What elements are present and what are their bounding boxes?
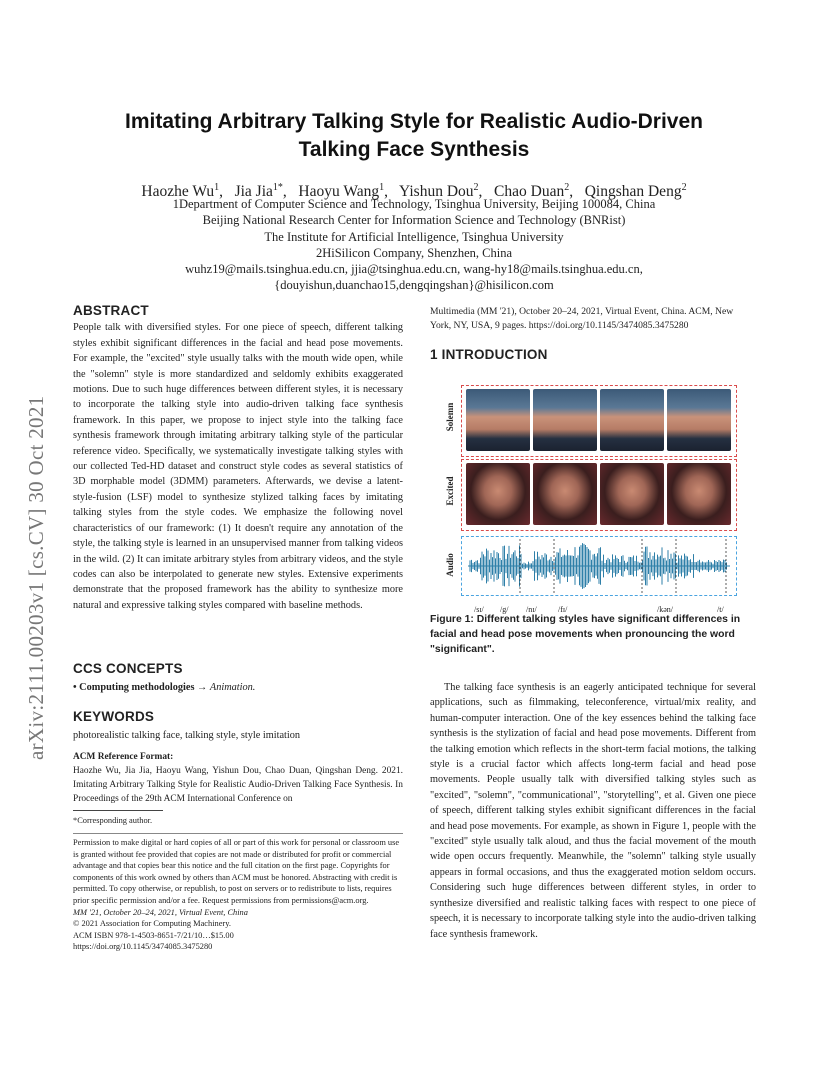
phoneme-label: /nɪ/ — [526, 605, 537, 614]
permission-rule — [73, 833, 403, 834]
affiliations — [60, 196, 768, 294]
excited-face-image — [600, 463, 664, 525]
acm-ref-heading: ACM Reference Format: — [73, 752, 174, 762]
paper-title — [60, 108, 768, 164]
email-line: {douyishun,duanchao15,dengqingshan}@hisilicon.com — [274, 278, 554, 293]
phoneme-label: /sɪ/ — [474, 605, 484, 614]
ccs-heading: CCS CONCEPTS — [73, 661, 183, 676]
excited-face-image — [533, 463, 597, 525]
audio-waveform — [462, 537, 736, 595]
footnote-rule — [73, 810, 163, 811]
conf-line: MM '21, October 20–24, 2021, Virtual Event, China — [73, 907, 248, 917]
phoneme-label: /t/ — [717, 605, 724, 614]
doi: https://doi.org/10.1145/3474085.3475280 — [73, 942, 213, 952]
keywords-text: photorealistic talking face, talking style, style imitation — [73, 730, 301, 742]
affiliation-line: The Institute for Artificial Intelligence, Tsinghua University — [264, 229, 564, 244]
ccs-item: • Computing methodologies → Animation. — [73, 682, 256, 694]
affiliation-line: 1Department of Computer Science and Technology, Tsinghua University, Beijing 100084, China — [172, 197, 656, 211]
arxiv-stamp: arXiv:2111.00203v1 [cs.CV] 30 Oct 2021 — [24, 395, 48, 760]
author: Qingshan Deng$^2$ — [584, 182, 687, 201]
row-label-solemn: Solemn — [445, 402, 455, 432]
right-top-text: Multimedia (MM '21), October 20–24, 2021, Virtual Event, China. ACM, New York, NY, USA, 9 pages. https://doi.org/10.1145/3474085.3475280 — [430, 306, 734, 332]
permission-text: Permission to make digital or hard copies of all or part of this work for personal or classroom use is granted without fee provided that copies are not made or distributed for profit or commercial advantage and that copies bear this notice and the full citation on the first page. Copyrights for components of this work owned by others than ACM must be honored. Abstracting with credit is permitted. To copy otherwise, or republish, to post on servers or to redistribute to lists, requires prior specific permission and/or a fee. Request permissions from permissions@acm.org. — [73, 838, 400, 905]
excited-face-image — [466, 463, 530, 525]
author: Haozhe Wu$^1$ — [141, 182, 220, 201]
solemn-frame — [461, 385, 737, 457]
row-label-audio: Audio — [445, 553, 455, 577]
excited-frame — [461, 459, 737, 531]
footnote: *Corresponding author. — [73, 816, 153, 825]
affiliation-line: 2HiSilicon Company, Shenzhen, China — [315, 245, 513, 260]
email-line: wuhz19@mails.tsinghua.edu.cn, jjia@tsinghua.edu.cn, wang-hy18@mails.tsinghua.edu.cn, — [185, 262, 643, 277]
affiliation-line: Beijing National Research Center for Information Science and Technology (BNRist) — [202, 213, 626, 228]
author: Haoyu Wang$^1$ — [298, 182, 385, 201]
permission-block — [73, 837, 403, 953]
solemn-face-image — [600, 389, 664, 451]
title-line-1: Imitating Arbitrary Talking Style for Realistic Audio-Driven — [125, 110, 703, 133]
intro-heading-wrap — [430, 347, 756, 362]
solemn-face-image — [533, 389, 597, 451]
phoneme-label: /fɪ/ — [558, 605, 568, 614]
excited-face-image — [667, 463, 731, 525]
keywords-section — [73, 709, 403, 744]
figure-caption: Figure 1: Different talking styles have significant differences in facial and head pose movements when pronouncing the word "significant". — [430, 614, 741, 655]
abstract-section — [73, 303, 403, 613]
audio-frame — [461, 536, 737, 596]
keywords-heading: KEYWORDS — [73, 709, 155, 724]
copyright: © 2021 Association for Computing Machinery. — [73, 919, 231, 929]
title-line-2: Talking Face Synthesis — [298, 138, 530, 161]
acm-ref-text: Haozhe Wu, Jia Jia, Haoyu Wang, Yishun Dou, Chao Duan, Qingshan Deng. 2021. Imitating Arbitrary Talking Style for Realistic Audio-Driven Talking Face Synthesis. In Proceedings of the 29th ACM International Conference on — [73, 766, 403, 804]
solemn-face-image — [667, 389, 731, 451]
solemn-face-image — [466, 389, 530, 451]
intro-text: The talking face synthesis is an eagerly anticipated technique for several applications, such as filmmaking, teleconference, virtual/mix reality, and human-computer interaction. One of the key essences behind the talking face synthesis is the stylization of facial and head pose movements. Different from the talking emotion which reflects in the short-term facial motions, the talking style is a crucial factor which affects long-term facial and head pose movements. People usually talk with diversified talking styles such as "excited", "solemn", "communicational", "storytelling", et al. Given one piece of speech, different talking styles exhibit significant differences in the facial and head pose movements. For example, as shown in Figure 1, people with the "excited" style usually talk aloud, and thus the facial movement of the mouth wide open occurs frequently. Meanwhile, the "solemn" talking style usually appears in formal occasions, and thus the exaggerated motion seldom occurs. Considering such huge differences between different styles, in order to synthesize diversified and realistic talking faces with respect to one piece of speech, it is necessary to incorporate talking style into the audio-driven talking face synthesis framework. — [430, 682, 756, 940]
phoneme-label: /g/ — [500, 605, 509, 614]
citation-continued — [430, 305, 756, 334]
phoneme-label: /kən/ — [657, 605, 673, 614]
row-label-excited: Excited — [445, 476, 455, 506]
acm-reference — [73, 750, 403, 806]
ccs-section — [73, 661, 403, 696]
abstract-text: People talk with diversified styles. For one piece of speech, different talking styles exhibit significant differences in the facial and head pose movements. For example, the "excited" style usually talks with the mouth wide open, while the "solemn" style is more standardized and seldomly exhibits exaggerated motions. Due to such huge differences between different styles, it is necessary to incorporate the talking style into audio-driven talking face synthesis framework. In this paper, we propose to inject style into the talking face synthesis framework through imitating arbitrary talking style of the particular reference video. Specifically, we systematically investigate talking styles with our collected Ted-HD dataset and construct style codes as several statistics of 3D morphable model (3DMM) parameters. Afterwards, we devise a latent-style-fusion (LSF) model to synthesize stylized talking faces by imitating talking styles from the style codes. We emphasize the following novel characteristics of our framework: (1) It doesn't require any annotation of the style, the talking style is learned in an unsupervised manner from talking videos in the wild. (2) It can imitate arbitrary styles from arbitrary videos, and the style codes can also be interpolated to generate new styles. Extensive experiments demonstrate that the proposed framework has the ability to synthesize more natural and expressive talking styles compared with baseline methods. — [73, 322, 403, 611]
author-list: Haozhe Wu$^1$, Jia Jia$^{1*}$, Haoyu Wang$^1$, Yishun Dou$^2$, Chao Duan$^2$, Qingshan Deng$^2$ — [141, 182, 687, 201]
author: Jia Jia$^{1*}$ — [234, 182, 283, 201]
isbn: ACM ISBN 978-1-4503-8651-7/21/10…$15.00 — [73, 930, 234, 940]
abstract-heading: ABSTRACT — [73, 303, 149, 318]
author: Yishun Dou$^2$ — [399, 182, 479, 201]
author: Chao Duan$^2$ — [494, 182, 570, 201]
intro-heading: 1 INTRODUCTION — [430, 347, 548, 362]
